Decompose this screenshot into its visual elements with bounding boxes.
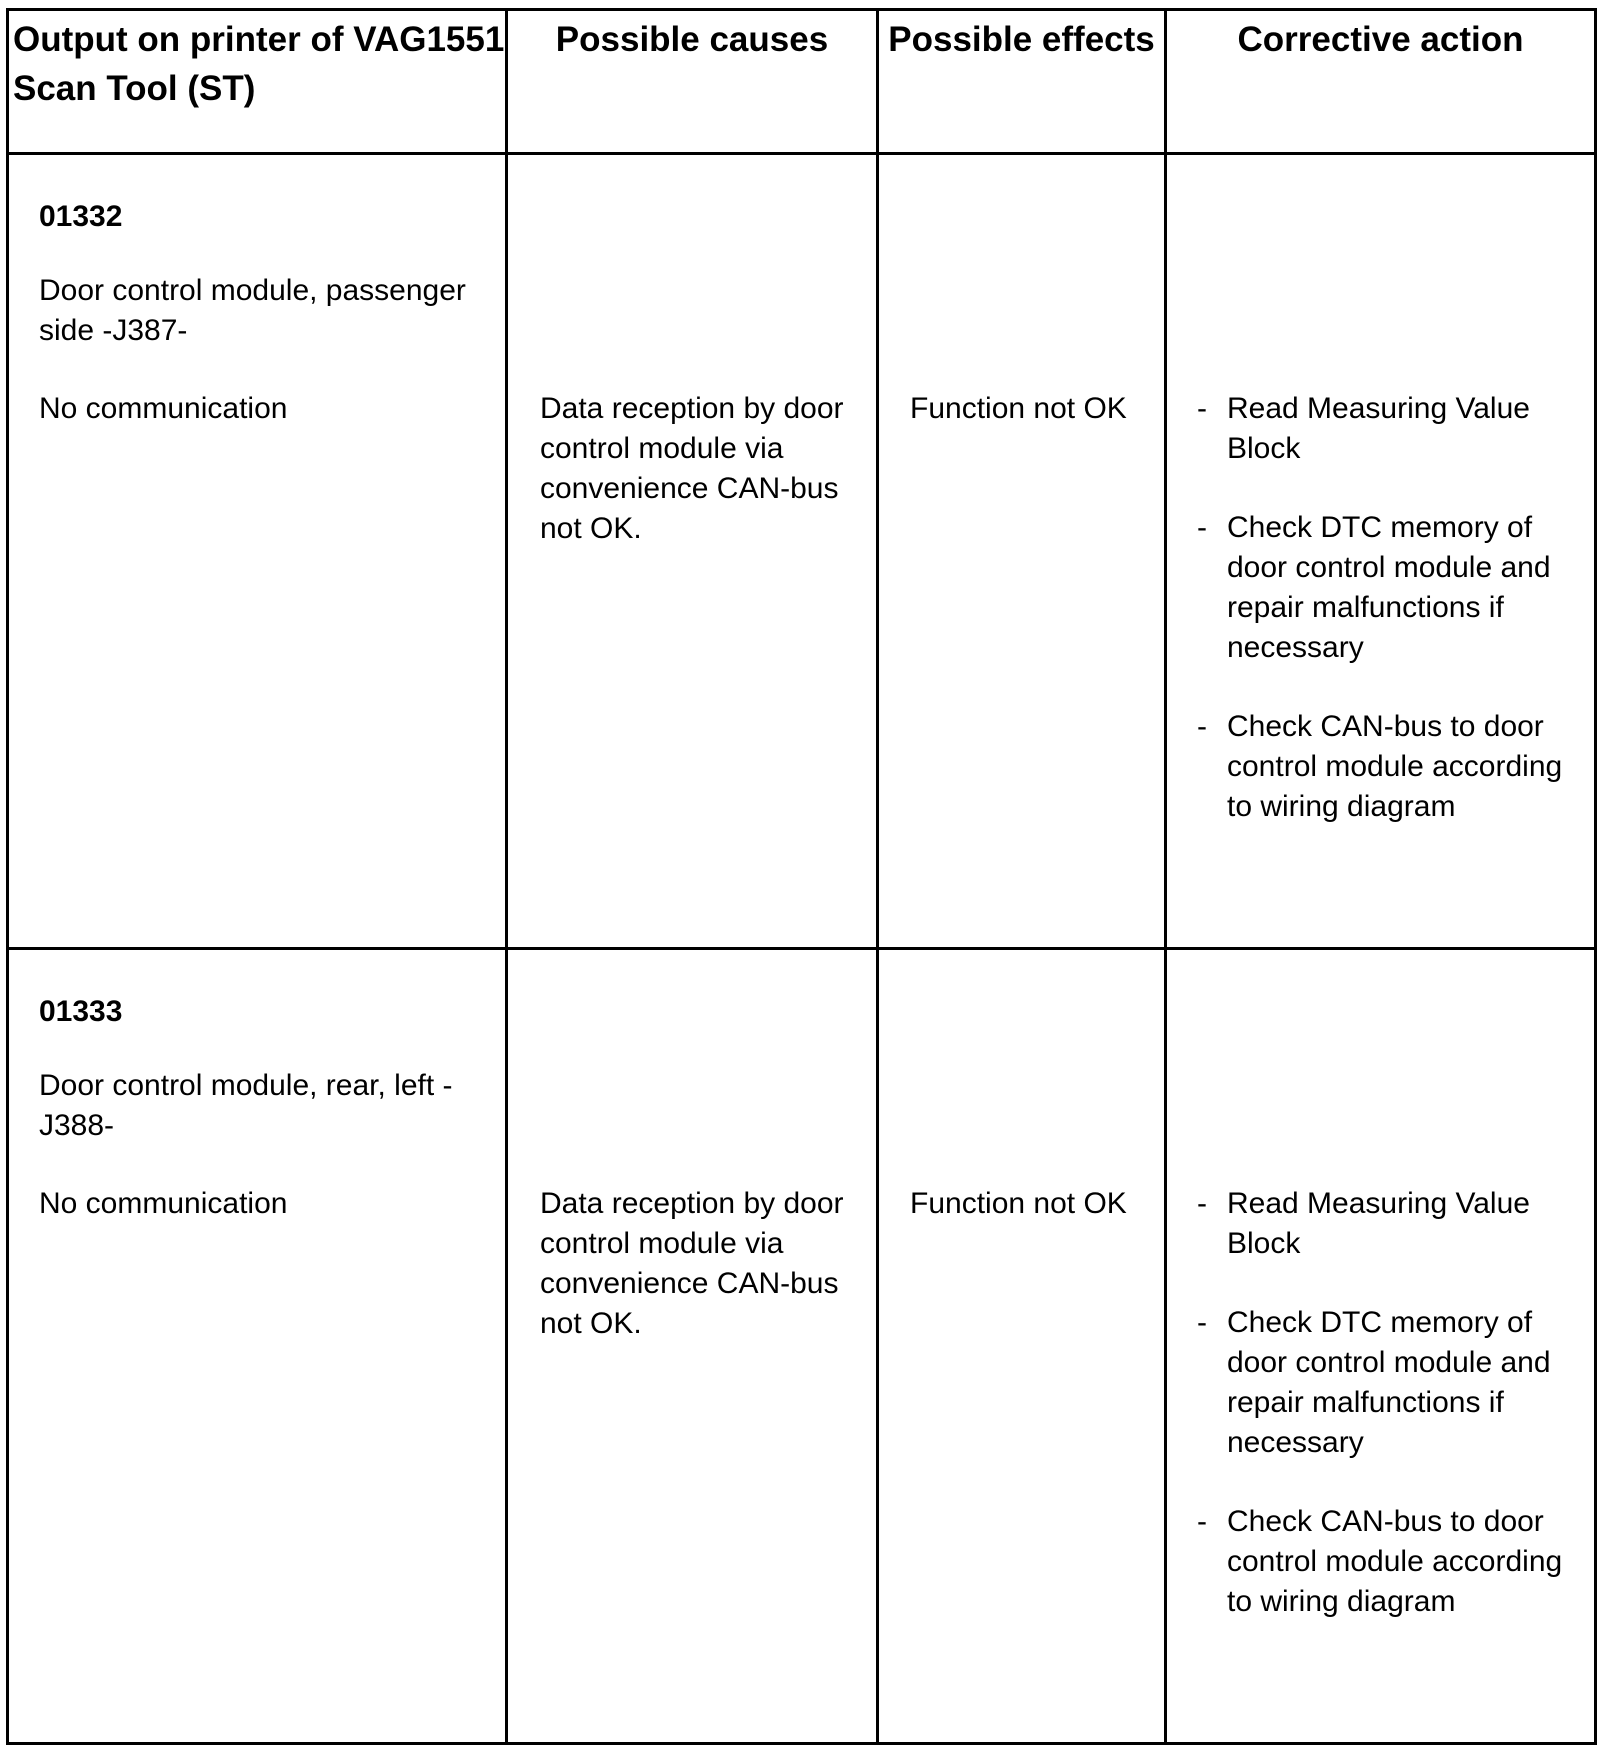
effect-cell [878,949,1166,1744]
output-cell [8,949,507,1744]
fault-status: No communication [39,392,288,425]
bullet-dash: - [1197,392,1207,425]
header-effects: Possible effects [878,10,1166,154]
action-cell [1166,154,1596,949]
list-item [1197,1502,1582,1622]
action-text: Check CAN-bus to door control module according to wiring diagram [1227,1505,1563,1618]
possible-effect: Function not OK [910,1187,1127,1220]
fault-status: No communication [39,1187,288,1220]
header-output: Output on printer of VAG1551 Scan Tool (ST) [8,10,507,154]
effect-cell [878,154,1166,949]
table-row [8,154,1596,949]
cause-cell [507,154,878,949]
component-name: Door control module, passenger side -J387- [39,274,466,347]
corrective-action-list [1167,1184,1594,1622]
bullet-dash: - [1197,710,1207,743]
action-text: Read Measuring Value Block [1227,392,1530,465]
action-text: Check DTC memory of door control module and repair malfunctions if necessary [1227,1306,1551,1459]
list-item [1197,1303,1582,1463]
dtc-table [6,8,1597,1745]
action-text: Check CAN-bus to door control module according to wiring diagram [1227,710,1563,823]
list-item [1197,707,1582,827]
table-row [8,949,1596,1744]
output-cell [8,154,507,949]
bullet-dash: - [1197,1187,1207,1220]
corrective-action-list [1167,389,1594,827]
possible-cause: Data reception by door control module via convenience CAN-bus not OK. [540,392,844,545]
action-text: Read Measuring Value Block [1227,1187,1530,1260]
possible-cause: Data reception by door control module via convenience CAN-bus not OK. [540,1187,844,1340]
list-item [1197,508,1582,668]
bullet-dash: - [1197,1306,1207,1339]
header-causes: Possible causes [507,10,878,154]
header-action: Corrective action [1166,10,1596,154]
component-name: Door control module, rear, left -J388- [39,1069,453,1142]
action-text: Check DTC memory of door control module and repair malfunctions if necessary [1227,511,1551,664]
cause-cell [507,949,878,1744]
bullet-dash: - [1197,511,1207,544]
list-item [1197,389,1582,469]
action-cell [1166,949,1596,1744]
table-header-row [8,10,1596,154]
possible-effect: Function not OK [910,392,1127,425]
dtc-code: 01332 [39,200,123,233]
bullet-dash: - [1197,1505,1207,1538]
dtc-code: 01333 [39,995,123,1028]
list-item [1197,1184,1582,1264]
